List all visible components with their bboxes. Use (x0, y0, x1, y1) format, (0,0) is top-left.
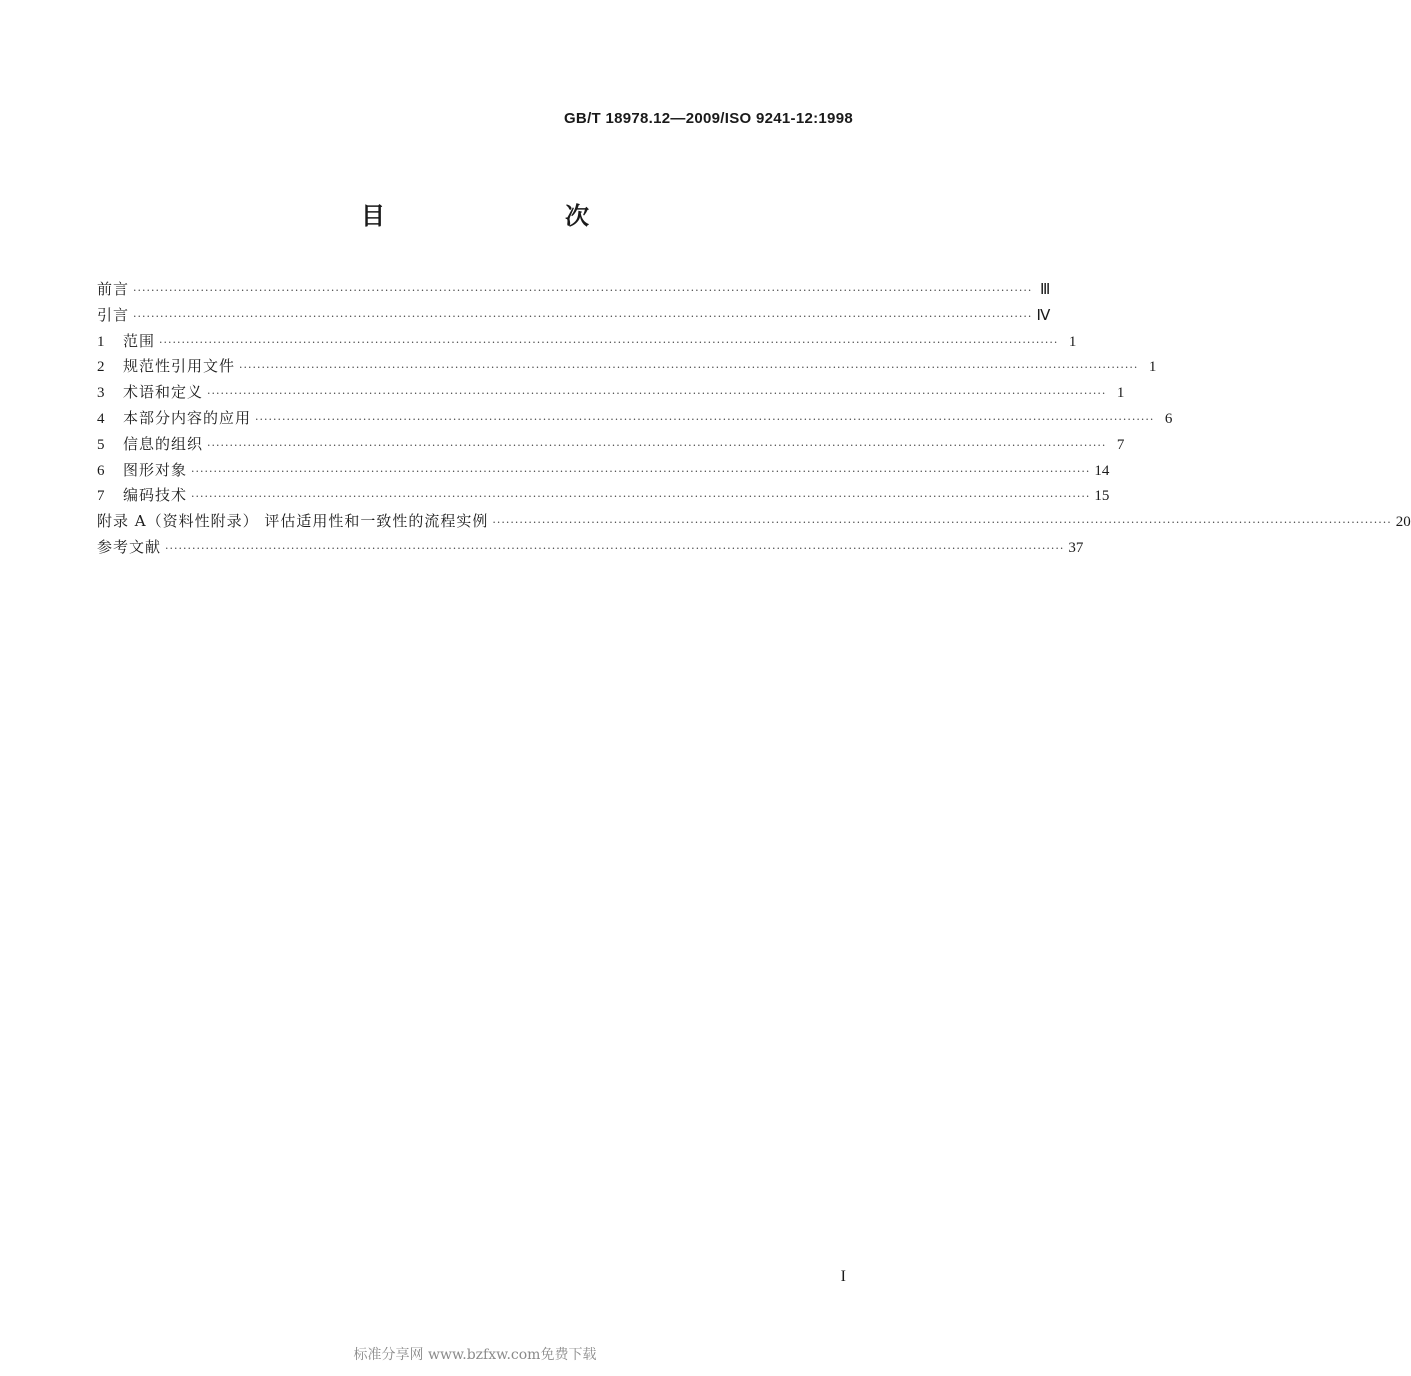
toc-entry-number: 6 (97, 462, 105, 479)
toc-entry[interactable] (97, 458, 1110, 484)
toc-entry[interactable] (97, 354, 1157, 380)
toc-entry-label: 范围 (123, 331, 156, 350)
toc-dot-leader: ········································································································································································································ (159, 335, 1059, 349)
toc-dot-leader: ········································································································································································································ (207, 438, 1107, 452)
toc-dot-leader: ········································································································································································································ (165, 541, 1065, 555)
toc-entry[interactable] (97, 303, 1051, 329)
toc-entry-label: 图形对象 (123, 460, 188, 479)
toc-entry[interactable] (97, 380, 1125, 406)
toc-entry-label: 参考文献 (97, 537, 162, 556)
toc-entry-label: 信息的组织 (123, 434, 204, 453)
toc-dot-leader: ········································································································································································································ (133, 284, 1033, 297)
toc-entry-number: 7 (97, 488, 105, 505)
toc-entry[interactable] (97, 535, 1084, 561)
toc-entry-number: 2 (97, 359, 105, 376)
toc-entry[interactable] (97, 329, 1077, 355)
toc-entry[interactable] (97, 483, 1110, 509)
toc-entry-page: Ⅳ (1036, 307, 1051, 324)
toc-dot-leader: ········································································································································································································ (191, 464, 1091, 478)
toc-entry-page: 7 (1116, 436, 1125, 453)
toc-entry-page: 1 (1148, 359, 1157, 376)
toc-entry[interactable] (97, 432, 1125, 458)
toc-entry-page: 6 (1164, 410, 1173, 427)
toc-entry-number: 4 (97, 410, 105, 427)
toc-entry[interactable] (97, 406, 1173, 432)
toc-entry-label: 前言 (97, 280, 130, 298)
toc-entry-label: 引言 (97, 305, 130, 324)
toc-entry-label: 本部分内容的应用 (123, 408, 252, 427)
toc-dot-leader: ········································································································································································································ (492, 516, 1392, 530)
toc-entry-label: 附录 A（资料性附录） 评估适用性和一致性的流程实例 (97, 512, 489, 531)
toc-entry-page: Ⅲ (1040, 282, 1051, 298)
standard-code: GB/T 18978.12—2009/ISO 9241-12:1998 (563, 110, 853, 127)
toc-entry-number: 3 (97, 385, 105, 402)
toc-entry-page: 1 (1068, 333, 1077, 350)
toc-entry-page: 1 (1116, 385, 1125, 402)
toc-entry[interactable] (97, 277, 1051, 303)
toc-entry-page: 15 (1094, 488, 1110, 505)
toc-dot-leader: ········································································································································································································ (207, 387, 1107, 401)
toc-entry-page: 14 (1094, 462, 1110, 479)
toc-entry-number: 5 (97, 436, 105, 453)
watermark: 标准分享网 www.bzfxw.com免费下载 (353, 1347, 597, 1363)
toc-entry-number: 1 (97, 333, 105, 350)
toc-dot-leader: ········································································································································································································ (133, 309, 1033, 323)
page-title: 目 次 (361, 202, 633, 230)
table-of-contents (97, 277, 1411, 561)
toc-dot-leader: ········································································································································································································ (255, 412, 1155, 426)
page-number: I (840, 1268, 846, 1285)
toc-entry-page: 20 (1395, 514, 1411, 531)
toc-entry-label: 规范性引用文件 (123, 357, 236, 376)
toc-entry-page: 37 (1068, 539, 1084, 556)
toc-dot-leader: ········································································································································································································ (191, 490, 1091, 504)
toc-dot-leader: ········································································································································································································ (239, 361, 1139, 375)
toc-entry[interactable] (97, 509, 1411, 535)
toc-entry-label: 术语和定义 (123, 383, 204, 402)
toc-entry-label: 编码技术 (123, 486, 188, 505)
